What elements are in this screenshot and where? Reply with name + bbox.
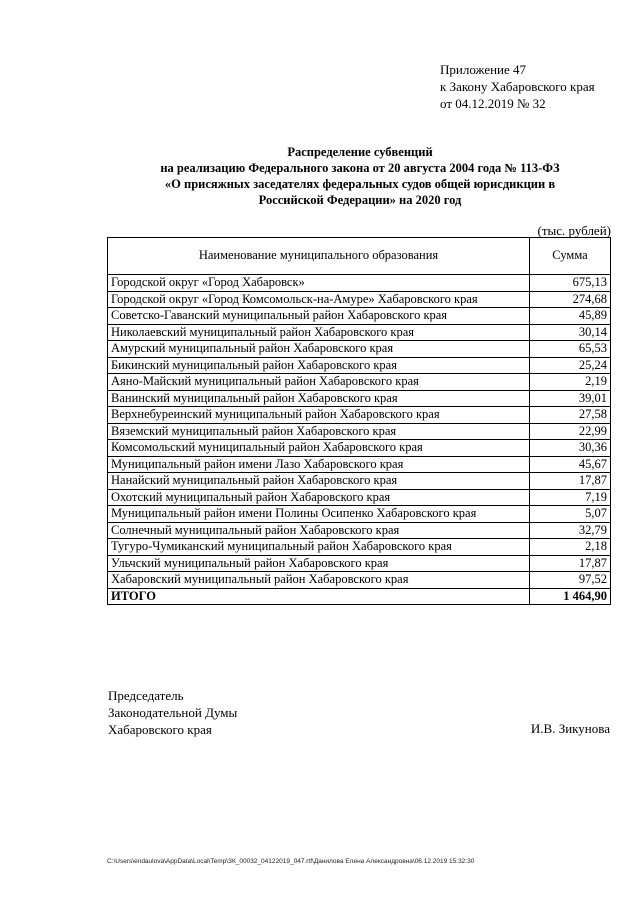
table-row	[108, 275, 611, 292]
row-municipality-name: Комсомольский муниципальный район Хабаровского края	[108, 440, 530, 457]
table-row	[108, 423, 611, 440]
row-municipality-name: Нанайский муниципальный район Хабаровского края	[108, 473, 530, 490]
row-municipality-name: Муниципальный район имени Лазо Хабаровского края	[108, 456, 530, 473]
appendix-number: Приложение 47	[440, 62, 527, 77]
signer-name: И.В. Зикунова	[530, 721, 610, 736]
total-sum: 1 464,90	[530, 588, 611, 605]
row-municipality-name: Городской округ «Город Комсомольск-на-Амуре» Хабаровского края	[108, 291, 530, 308]
table-row	[108, 539, 611, 556]
row-sum: 274,68	[530, 291, 611, 308]
row-sum: 22,99	[530, 423, 611, 440]
table-row	[108, 489, 611, 506]
table-row	[108, 341, 611, 358]
row-municipality-name: Амурский муниципальный район Хабаровского края	[108, 341, 530, 358]
subsidy-table	[107, 237, 611, 605]
header-name: Наименование муниципального образования	[108, 238, 530, 275]
header-sum: Сумма	[530, 238, 611, 275]
appendix-date: от 04.12.2019 № 32	[440, 96, 546, 111]
row-sum: 97,52	[530, 572, 611, 589]
row-municipality-name: Николаевский муниципальный район Хабаровского края	[108, 324, 530, 341]
row-sum: 45,67	[530, 456, 611, 473]
row-municipality-name: Ванинский муниципальный район Хабаровского края	[108, 390, 530, 407]
row-sum: 17,87	[530, 473, 611, 490]
row-municipality-name: Вяземский муниципальный район Хабаровского края	[108, 423, 530, 440]
row-sum: 2,18	[530, 539, 611, 556]
total-row	[108, 588, 611, 605]
row-municipality-name: Городской округ «Город Хабаровск»	[108, 275, 530, 292]
table-row	[108, 390, 611, 407]
row-sum: 45,89	[530, 308, 611, 325]
row-municipality-name: Тугуро-Чумиканский муниципальный район Хабаровского края	[108, 539, 530, 556]
total-label: ИТОГО	[108, 588, 530, 605]
table-row	[108, 440, 611, 457]
row-municipality-name: Ульчский муниципальный район Хабаровского края	[108, 555, 530, 572]
row-sum: 30,14	[530, 324, 611, 341]
table-row	[108, 506, 611, 523]
row-sum: 25,24	[530, 357, 611, 374]
row-sum: 2,19	[530, 374, 611, 391]
signature-title-1: Председатель	[108, 688, 184, 703]
title-line-4: Российской Федерации» на 2020 год	[258, 193, 462, 207]
signature-title-2: Законодательной Думы	[108, 705, 238, 720]
appendix-law: к Закону Хабаровского края	[440, 79, 595, 94]
row-municipality-name: Хабаровский муниципальный район Хабаровского края	[108, 572, 530, 589]
title-line-1: Распределение субвенций	[287, 145, 433, 159]
table-header-row	[108, 238, 611, 275]
table-row	[108, 357, 611, 374]
row-municipality-name: Муниципальный район имени Полины Осипенко Хабаровского края	[108, 506, 530, 523]
units-label: (тыс. рублей)	[537, 223, 611, 238]
row-municipality-name: Советско-Гаванский муниципальный район Хабаровского края	[108, 308, 530, 325]
appendix-block	[440, 61, 595, 112]
title-line-3: «О присяжных заседателях федеральных судов общей юрисдикции в	[164, 177, 556, 191]
row-sum: 17,87	[530, 555, 611, 572]
table-row	[108, 555, 611, 572]
table-row	[108, 572, 611, 589]
row-sum: 39,01	[530, 390, 611, 407]
table-row	[108, 522, 611, 539]
row-sum: 30,36	[530, 440, 611, 457]
row-sum: 32,79	[530, 522, 611, 539]
row-municipality-name: Охотский муниципальный район Хабаровского края	[108, 489, 530, 506]
row-municipality-name: Аяно-Майский муниципальный район Хабаровского края	[108, 374, 530, 391]
title-line-2: на реализацию Федерального закона от 20 августа 2004 года № 113-ФЗ	[160, 161, 560, 175]
row-sum: 675,13	[530, 275, 611, 292]
row-sum: 5,07	[530, 506, 611, 523]
table-row	[108, 374, 611, 391]
table-row	[108, 291, 611, 308]
row-municipality-name: Бикинский муниципальный район Хабаровского края	[108, 357, 530, 374]
row-sum: 65,53	[530, 341, 611, 358]
footer-file-path: C:\Users\endaulova\AppData\Local\Temp\ЗК_00032_04122019_047.rtf\Данилова Елена Александровна\06.12.2019 15:32:30	[107, 858, 475, 865]
signature-title-3: Хабаровского края	[108, 722, 212, 737]
table-row	[108, 324, 611, 341]
row-sum: 27,58	[530, 407, 611, 424]
document-title	[100, 144, 620, 208]
row-municipality-name: Солнечный муниципальный район Хабаровского края	[108, 522, 530, 539]
row-sum: 7,19	[530, 489, 611, 506]
table-row	[108, 308, 611, 325]
table-row	[108, 473, 611, 490]
table-row	[108, 456, 611, 473]
row-municipality-name: Верхнебуреинский муниципальный район Хабаровского края	[108, 407, 530, 424]
signature-block	[108, 687, 237, 738]
table-row	[108, 407, 611, 424]
